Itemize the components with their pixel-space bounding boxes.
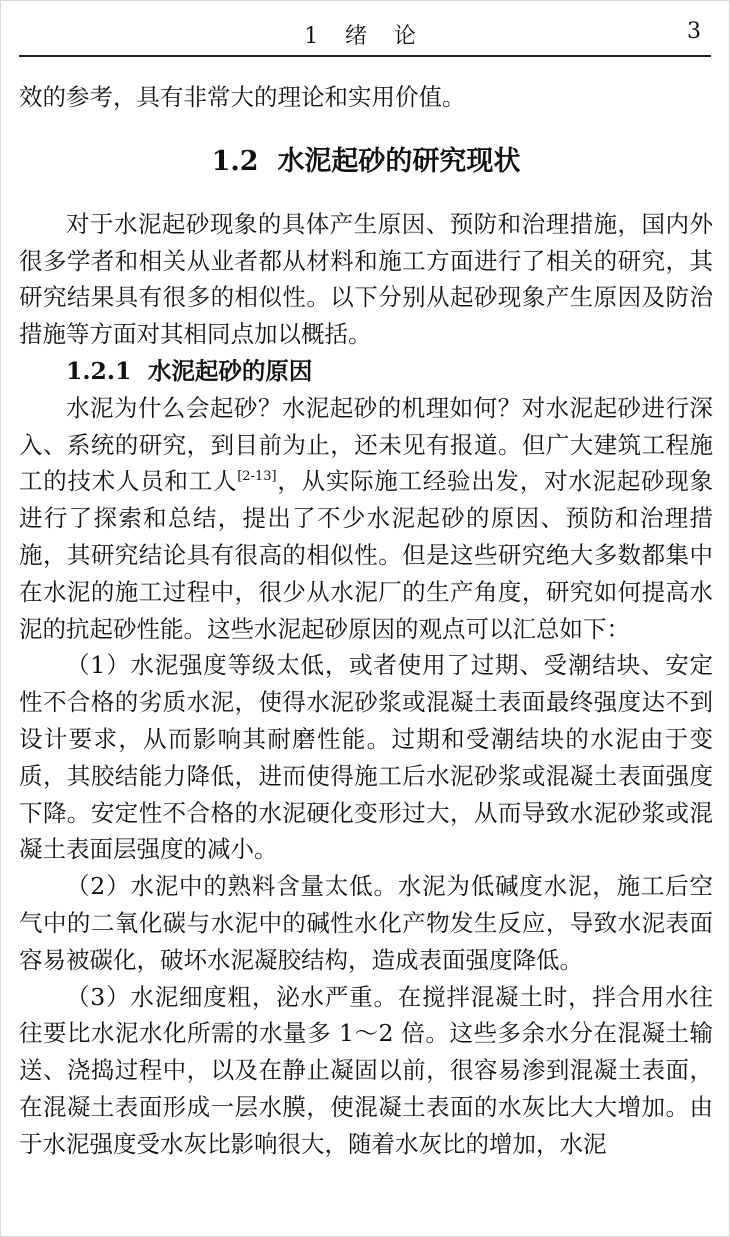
page-body [19,79,713,1163]
cause-text-after-citation: ，从实际施工经验出发，对水泥起砂现象进行了探索和总结，提出了不少水泥起砂的原因、预防和治理措施，其研究结论具有很高的相似性。但是这些研究绝大多数都集中在水泥的施工过程中，很少从水泥厂的生产角度，研究如何提高水泥的抗起砂性能。这些水泥起砂原因的观点可以汇总如下： [19,467,714,643]
subsection-heading [19,353,713,390]
cause-text-before-citation: 水泥为什么会起砂？水泥起砂的机理如何？对水泥起砂进行深入、系统的研究，到目前为止，还未见有报道。但广大建筑工程施工的技术人员和工人 [19,393,713,496]
section-title: 水泥起砂的研究现状 [277,145,521,177]
continued-paragraph: 效的参考，具有非常大的理论和实用价值。 [19,83,466,111]
intro-paragraph: 对于水泥起砂现象的具体产生原因、预防和治理措施，国内外很多学者和相关从业者都从材料和施工方面进行了相关的研究，其研究结果具有很多的相似性。以下分别从起砂现象产生原因及防治措施等方面对其相同点加以概括。 [19,209,713,349]
chapter-title: 1 绪 论 [304,24,426,49]
page-number: 3 [687,19,701,44]
subsection-title: 水泥起砂的原因 [147,356,313,385]
list-item-3: （3）水泥细度粗，泌水严重。在搅拌混凝土时，拌合用水往往要比水泥水化所需的水量多 1～2 倍。这些多余水分在混凝土输送、浇捣过程中，以及在静止凝固以前，很容易渗到混凝土表面，在混凝土表面形成一层水膜，使混凝土表面的水灰比大大增加。由于水泥强度受水灰比影响很大，随着水灰比的增加，水泥 [19,982,713,1158]
cause-paragraph [19,390,713,648]
list-item-1: （1）水泥强度等级太低，或者使用了过期、受潮结块、安定性不合格的劣质水泥，使得水泥砂浆或混凝土表面最终强度达不到设计要求，从而影响其耐磨性能。过期和受潮结块的水泥由于变质，其胶结能力降低，进而使得施工后水泥砂浆或混凝土表面强度下降。安定性不合格的水泥硬化变形过大，从而导致水泥砂浆或混凝土表面层强度的减小。 [19,651,713,864]
section-number: 1.2 [211,145,259,177]
list-item-2: （2）水泥中的熟料含量太低。水泥为低碱度水泥，施工后空气中的二氧化碳与水泥中的碱性水化产物发生反应，导致水泥表面容易被碳化，破坏水泥凝胶结构，造成表面强度降低。 [19,872,713,974]
section-heading [19,144,713,180]
citation-reference: [2-13] [237,469,277,485]
running-header [19,15,711,57]
subsection-number: 1.2.1 [66,356,132,385]
